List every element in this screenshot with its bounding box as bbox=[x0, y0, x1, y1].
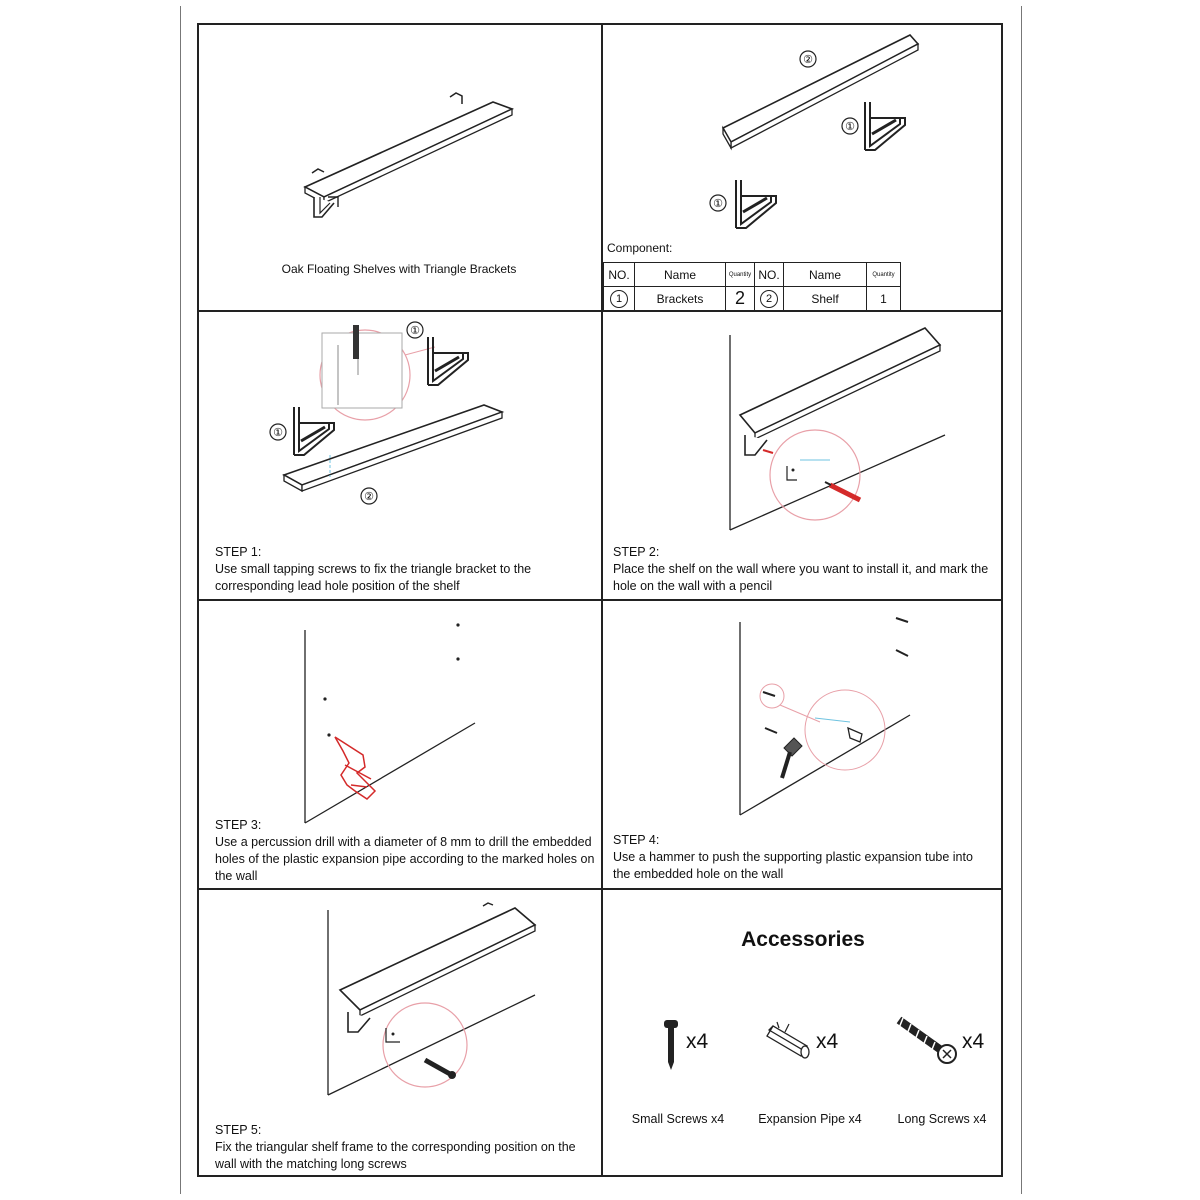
components-illustration bbox=[700, 30, 1000, 240]
svg-text:②: ② bbox=[364, 491, 374, 503]
table-header: Name bbox=[784, 263, 867, 287]
step4-caption bbox=[613, 832, 993, 883]
small-screws-label: Small Screws x4 bbox=[631, 1112, 725, 1126]
bracket-icon bbox=[736, 180, 776, 228]
component-table bbox=[603, 262, 901, 311]
step3-caption bbox=[215, 817, 595, 885]
long-screws-label: Long Screws x4 bbox=[897, 1112, 987, 1126]
svg-text:①: ① bbox=[713, 198, 723, 210]
small-screws-count: x4 bbox=[686, 1030, 709, 1053]
table-cell: 1 bbox=[604, 287, 635, 311]
step3-title: STEP 3: bbox=[215, 818, 262, 832]
step1-illustration bbox=[260, 315, 590, 515]
accessories-title: Accessories bbox=[741, 928, 865, 951]
bracket-icon bbox=[294, 407, 334, 455]
step2-text: Place the shelf on the wall where you want to install it, and mark the hole on the wall with a pencil bbox=[613, 562, 989, 593]
step3-illustration bbox=[285, 615, 485, 825]
component-label: Component: bbox=[607, 241, 673, 255]
long-screws-count: x4 bbox=[962, 1030, 985, 1053]
step2-caption bbox=[613, 544, 993, 595]
svg-text:①: ① bbox=[410, 325, 420, 337]
table-row bbox=[604, 287, 901, 311]
step3-text: Use a percussion drill with a diameter of 8 mm to drill the embedded holes of the plastic expansion pipe according to the marked holes on the wall bbox=[215, 835, 595, 883]
step2-title: STEP 2: bbox=[613, 545, 660, 559]
table-header: Quantity bbox=[726, 263, 755, 287]
bracket-icon bbox=[865, 102, 905, 150]
step1-title: STEP 1: bbox=[215, 545, 262, 559]
step5-illustration bbox=[320, 900, 550, 1100]
hammer-icon bbox=[782, 738, 802, 778]
small-screw-icon bbox=[660, 1018, 684, 1070]
step2-illustration bbox=[715, 320, 965, 530]
long-screw-in-use-icon bbox=[425, 1060, 456, 1079]
shelf-part-mark: ② bbox=[803, 54, 813, 66]
drill-icon bbox=[335, 737, 375, 799]
step4-text: Use a hammer to push the supporting plastic expansion tube into the embedded hole on the wall bbox=[613, 850, 973, 881]
svg-text:①: ① bbox=[845, 121, 855, 133]
long-screw-icon bbox=[893, 1014, 963, 1070]
table-cell: 2 bbox=[755, 287, 784, 311]
table-header: NO. bbox=[755, 263, 784, 287]
svg-text:①: ① bbox=[273, 427, 283, 439]
product-title: Oak Floating Shelves with Triangle Brackets bbox=[281, 262, 517, 276]
expansion-pipe-icon bbox=[765, 1020, 817, 1062]
table-cell: 2 bbox=[726, 287, 755, 311]
expansion-pipe-label: Expansion Pipe x4 bbox=[758, 1112, 862, 1126]
step1-text: Use small tapping screws to fix the triangle bracket to the corresponding lead hole position of the shelf bbox=[215, 562, 532, 593]
table-cell: Brackets bbox=[635, 287, 726, 311]
bracket-icon bbox=[428, 337, 468, 385]
step5-title: STEP 5: bbox=[215, 1123, 262, 1137]
table-header: Name bbox=[635, 263, 726, 287]
step4-illustration bbox=[720, 610, 950, 825]
table-cell: Shelf bbox=[784, 287, 867, 311]
table-header: Quantity bbox=[867, 263, 901, 287]
grid-divider-row2 bbox=[197, 599, 1003, 601]
step1-caption bbox=[215, 544, 595, 595]
expansion-pipe-count: x4 bbox=[816, 1030, 839, 1053]
table-header-row bbox=[604, 263, 901, 287]
step4-title: STEP 4: bbox=[613, 833, 660, 847]
grid-divider-row3 bbox=[197, 888, 1003, 890]
shelf-overview-illustration bbox=[300, 85, 530, 245]
table-cell: 1 bbox=[867, 287, 901, 311]
step5-text: Fix the triangular shelf frame to the corresponding position on the wall with the matching long screws bbox=[215, 1140, 576, 1171]
step5-caption bbox=[215, 1122, 595, 1173]
table-header: NO. bbox=[604, 263, 635, 287]
